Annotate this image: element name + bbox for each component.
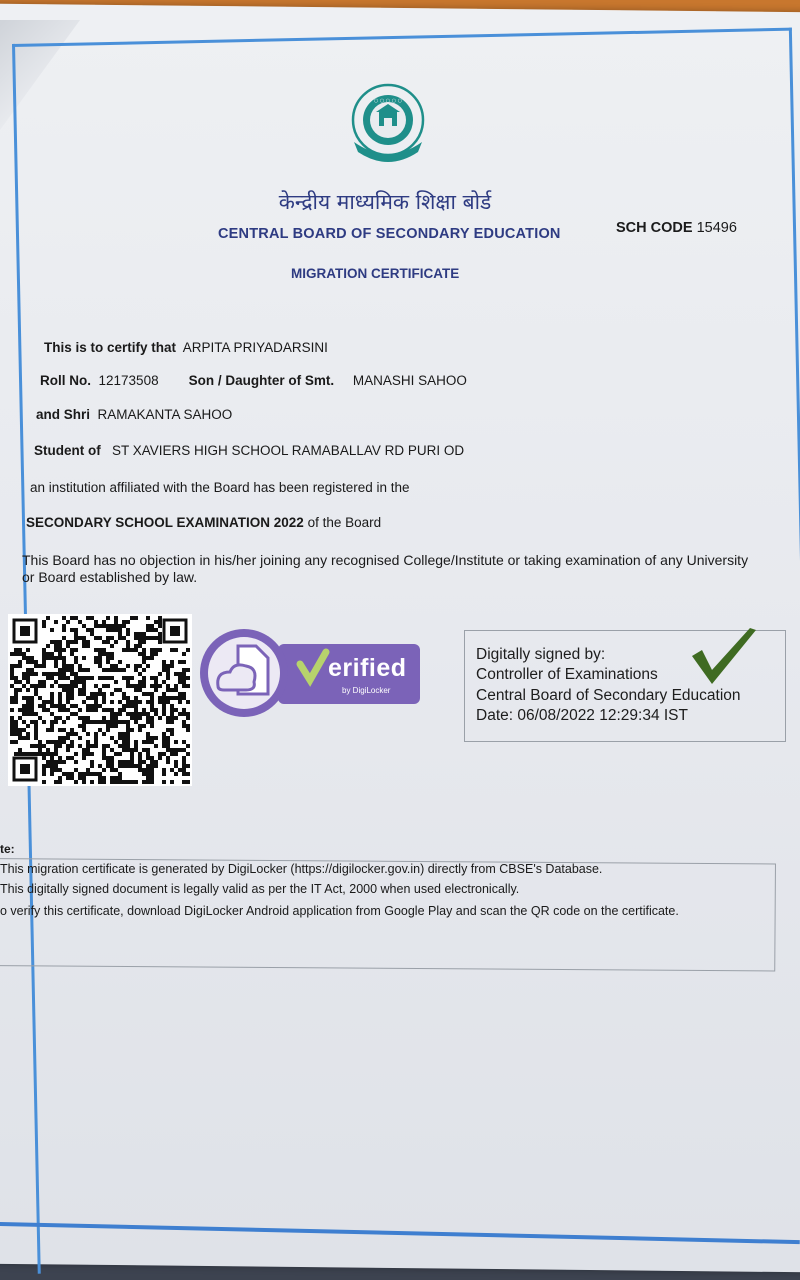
note-line-1: This migration certificate is generated by DigiLocker (https://digilocker.gov.in) directly from CBSE's Database. xyxy=(0,862,603,876)
father-label: and Shri xyxy=(36,407,91,422)
signature-valid-check-icon xyxy=(688,626,760,690)
note-line-2: This digitally signed document is legally valid as per the IT Act, 2000 when used electronically. xyxy=(0,882,520,896)
school-line xyxy=(34,443,464,458)
roll-line xyxy=(40,373,467,388)
digilocker-label: by DigiLocker xyxy=(342,686,391,695)
exam-line xyxy=(26,515,381,530)
signer-title: Controller of Examinations xyxy=(476,666,658,683)
svg-text:○ ○ ○ ○ ○: ○ ○ ○ ○ ○ xyxy=(373,98,403,104)
father-name: RAMAKANTA SAHOO xyxy=(97,407,233,422)
certify-line xyxy=(44,340,328,355)
board-name-hindi: केन्द्रीय माध्यमिक शिक्षा बोर्ड xyxy=(278,190,492,214)
sch-code xyxy=(616,220,737,236)
no-objection-text: This Board has no objection in his/her joining any recognised College/Institute or taking examination of any University or Board established by law. xyxy=(22,552,749,585)
certificate-title: MIGRATION CERTIFICATE xyxy=(291,266,460,281)
note-line-3: o verify this certificate, download DigiLocker Android application from Google Play and scan the QR code on the certificate. xyxy=(0,904,679,918)
board-name-english: CENTRAL BOARD OF SECONDARY EDUCATION xyxy=(218,226,561,242)
certify-label: This is to certify that xyxy=(44,340,177,355)
roll-label: Roll No. xyxy=(40,373,91,388)
sch-code-value: 15496 xyxy=(696,220,737,236)
exam-name: SECONDARY SCHOOL EXAMINATION 2022 xyxy=(26,515,304,530)
roll-value: 12173508 xyxy=(98,373,159,388)
student-name: ARPITA PRIYADARSINI xyxy=(182,340,328,355)
cbse-logo-icon xyxy=(348,82,428,166)
sch-code-label: SCH CODE xyxy=(616,220,693,236)
student-of-label: Student of xyxy=(34,443,101,458)
exam-suffix: of the Board xyxy=(307,515,382,530)
note-label: te: xyxy=(0,842,15,856)
mother-label: Son / Daughter of Smt. xyxy=(188,373,335,388)
signer-organization: Central Board of Secondary Education xyxy=(476,687,741,704)
school-name: ST XAVIERS HIGH SCHOOL RAMABALLAV RD PURI OD xyxy=(112,443,465,458)
mother-name: MANASHI SAHOO xyxy=(352,373,467,388)
signed-by-label: Digitally signed by: xyxy=(476,646,606,663)
verified-word: erified xyxy=(328,654,407,682)
signature-date: Date: 06/08/2022 12:29:34 IST xyxy=(476,707,688,724)
affiliation-text: an institution affiliated with the Board has been registered in the xyxy=(30,480,410,495)
father-line xyxy=(36,407,232,422)
qr-code-icon[interactable] xyxy=(8,614,192,786)
